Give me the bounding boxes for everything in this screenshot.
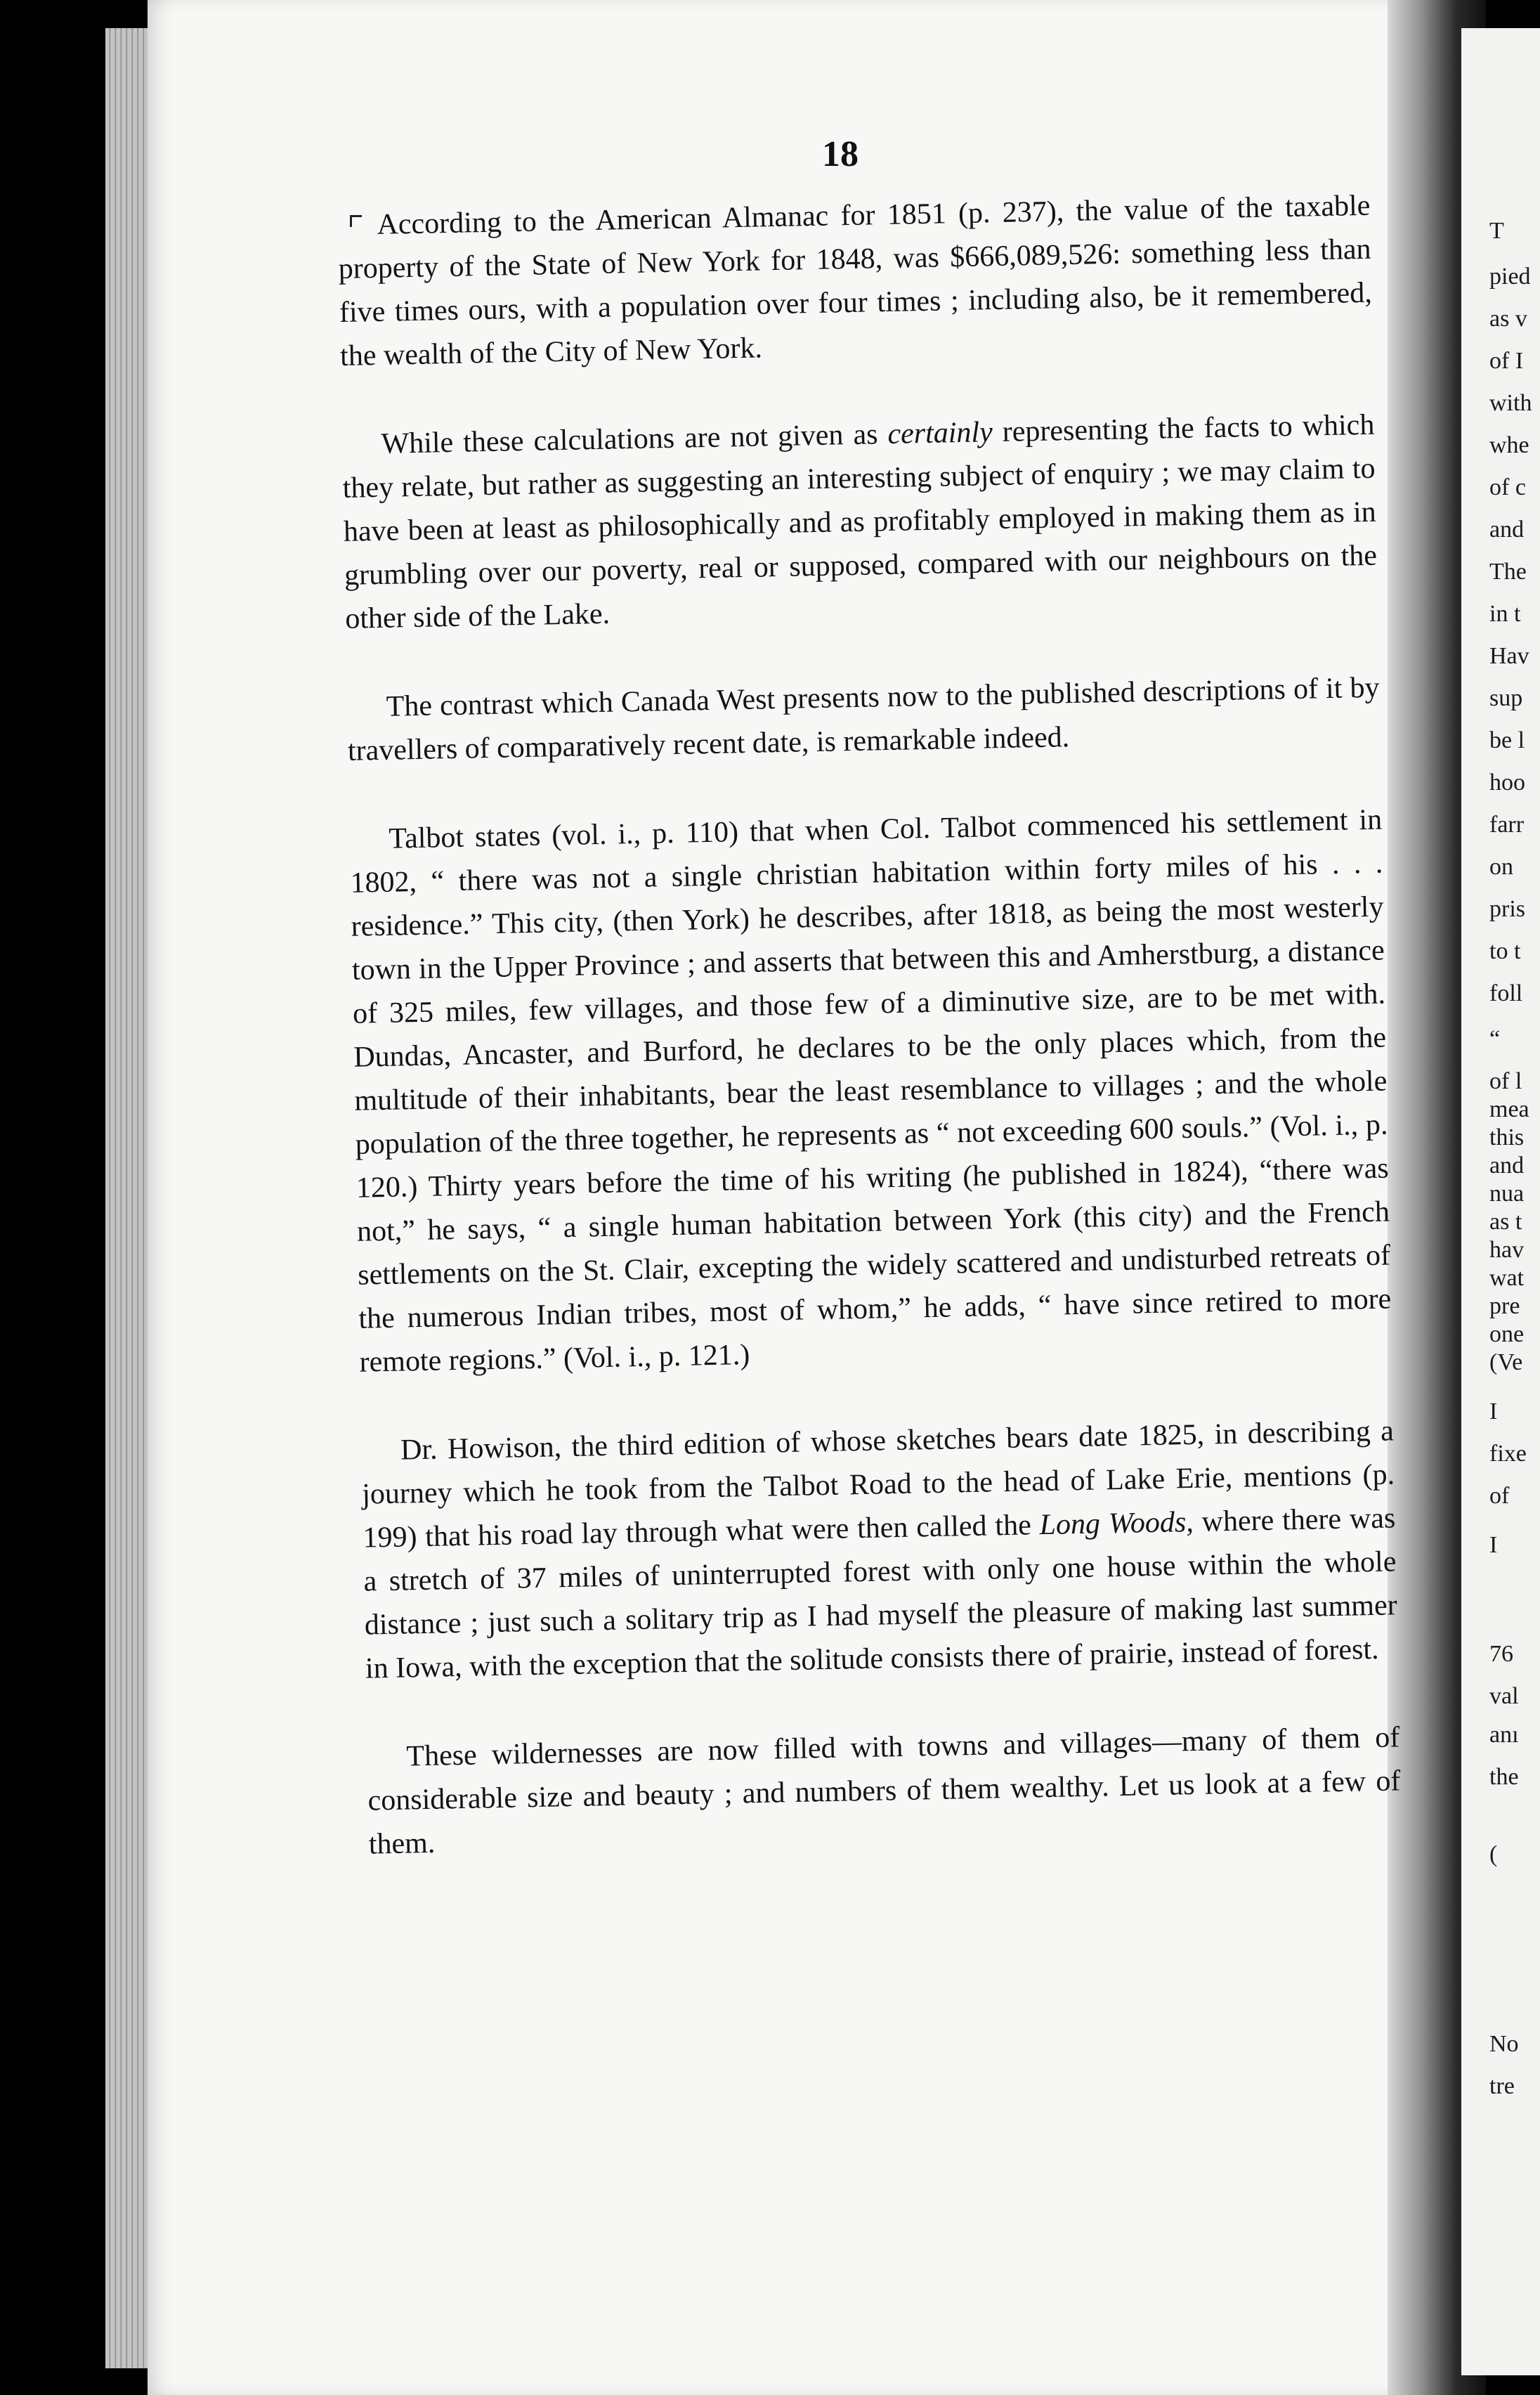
facing-page-text: ( [1489, 1841, 1498, 1867]
paragraph-calculations [341, 403, 1378, 641]
paragraph-almanac: According to the American Almanac for 1851 (p. 237), the value of the taxable property of the State of New York for 1848, was $666,089,526: something less than five times ours, with a population over four times ; including also, be it remembered, the wealth of the City of New York. [338, 189, 1373, 372]
emphasis-long-woods: Long Woods, [1039, 1505, 1194, 1542]
facing-page-text: of I [1489, 348, 1524, 374]
paragraph-howison [360, 1409, 1398, 1690]
facing-page-text: Hav [1489, 643, 1529, 669]
facing-page-text: The [1489, 559, 1527, 585]
facing-page-text: of c [1489, 474, 1526, 500]
facing-page-text: whe [1489, 432, 1529, 458]
facing-page-text: wat [1489, 1265, 1525, 1291]
facing-page-text: of [1489, 1483, 1510, 1509]
facing-page-text: sup [1489, 685, 1523, 711]
facing-page-text: fixe [1489, 1441, 1527, 1467]
facing-page-text: on [1489, 854, 1513, 880]
facing-page-text: the [1489, 1764, 1519, 1790]
paragraph-contrast: The contrast which Canada West presents now to the published descriptions of it by travellers of comparatively recent date, is remarkable indeed. [347, 671, 1380, 767]
facing-page-text: val [1489, 1683, 1519, 1709]
facing-page-text: with [1489, 390, 1532, 416]
facing-page-text: No [1489, 2031, 1519, 2057]
paragraph-wildernesses: These wildernesses are now filled with towns and villages—many of them of considerable size and beauty ; and numbers of them wealthy. Let us look at a few of them. [367, 1721, 1401, 1861]
facing-page-text: one [1489, 1321, 1525, 1347]
facing-page-text: foll [1489, 980, 1523, 1006]
paragraph-howison-before: Dr. Howison, the third edition of whose sketches bears date 1825, in describing a journey which he took from the Talbot Road to the head of Lake Erie, mentions (p. 199) that his road lay through what were then called the [361, 1415, 1395, 1555]
facing-page-text: as t [1489, 1209, 1522, 1235]
facing-page-text: I [1489, 1398, 1498, 1424]
facing-page-text: pied [1489, 264, 1531, 290]
facing-page-text: T [1489, 218, 1504, 244]
facing-page-text: mea [1489, 1096, 1529, 1122]
facing-page-text: pris [1489, 896, 1525, 922]
facing-page-text: hav [1489, 1237, 1525, 1263]
facing-page-text: as v [1489, 306, 1527, 332]
facing-page-text: and [1489, 1153, 1525, 1179]
facing-page-text: farr [1489, 812, 1525, 838]
paragraph-talbot: Talbot states (vol. i., p. 110) that when Col. Talbot commenced his settlement in 1802, “ there was not a single christian habitation within forty miles of his . . . residence.” This city, (then York) he describes, after 1818, as being the most westerly town in the Upper Province ; and asserts that between this and Amherstburg, a distance of 325 miles, few villages, and those few of a diminutive size, are to be met with. Dundas, Ancaster, and Burford, he declares to be the only places which, from the multitude of their inhabitants, bear the least resemblance to villages ; and the whole population of the three together, he represents as “ not exceeding 600 souls.” (Vol. i., p. 120.) Thirty years before the time of his writing (he published in 1824), “there was not,” he says, “ a single human habitation between York (this city) and the French settlements on the St. Clair, excepting the widely scattered and undisturbed retreats of the numerous Indian tribes, most of whom,” he adds, “ have since retired to more remote regions.” (Vol. i., p. 121.) [350, 803, 1392, 1379]
facing-page-text: I [1489, 1532, 1498, 1558]
facing-page-text: of l [1489, 1068, 1522, 1094]
facing-page-text: pre [1489, 1293, 1520, 1319]
facing-page-text: be l [1489, 727, 1525, 753]
facing-page-text: this [1489, 1124, 1525, 1150]
facing-page-text: and [1489, 517, 1525, 543]
facing-page-text: nua [1489, 1181, 1525, 1207]
body-text [337, 184, 1402, 1912]
facing-page-text: hoo [1489, 770, 1525, 796]
paragraph-calculations-after: representing the facts to which they relate, but rather as suggesting an interesting subject of enquiry ; we may claim to have been at least as philosophically and as profitably employed in making them as in grumbling over our poverty, real or supposed, compared with our neighbours on the other side of the Lake. [342, 408, 1378, 635]
facing-page-text: in t [1489, 601, 1521, 627]
facing-page-text: to t [1489, 938, 1521, 964]
facing-page-fragment [1461, 28, 1540, 2375]
emphasis-certainly: certainly [887, 416, 993, 451]
paragraph-howison-after: where there was a stretch of 37 miles of uninterrupted forest with only one house within the whole distance ; just such a solitary trip as I had myself the pleasure of making last summer in Iowa, with the exception that the solitude consists there of prairie, instead of forest. [363, 1502, 1398, 1685]
facing-page-text: anı [1489, 1722, 1519, 1748]
facing-page-text: tre [1489, 2073, 1515, 2099]
facing-page-text: “ [1489, 1026, 1501, 1052]
facing-page-text: 76 [1489, 1641, 1513, 1667]
paragraph-calculations-before: While these calculations are not given as [381, 418, 888, 460]
page-number: 18 [822, 134, 859, 174]
facing-page-text: (Ve [1489, 1349, 1523, 1375]
